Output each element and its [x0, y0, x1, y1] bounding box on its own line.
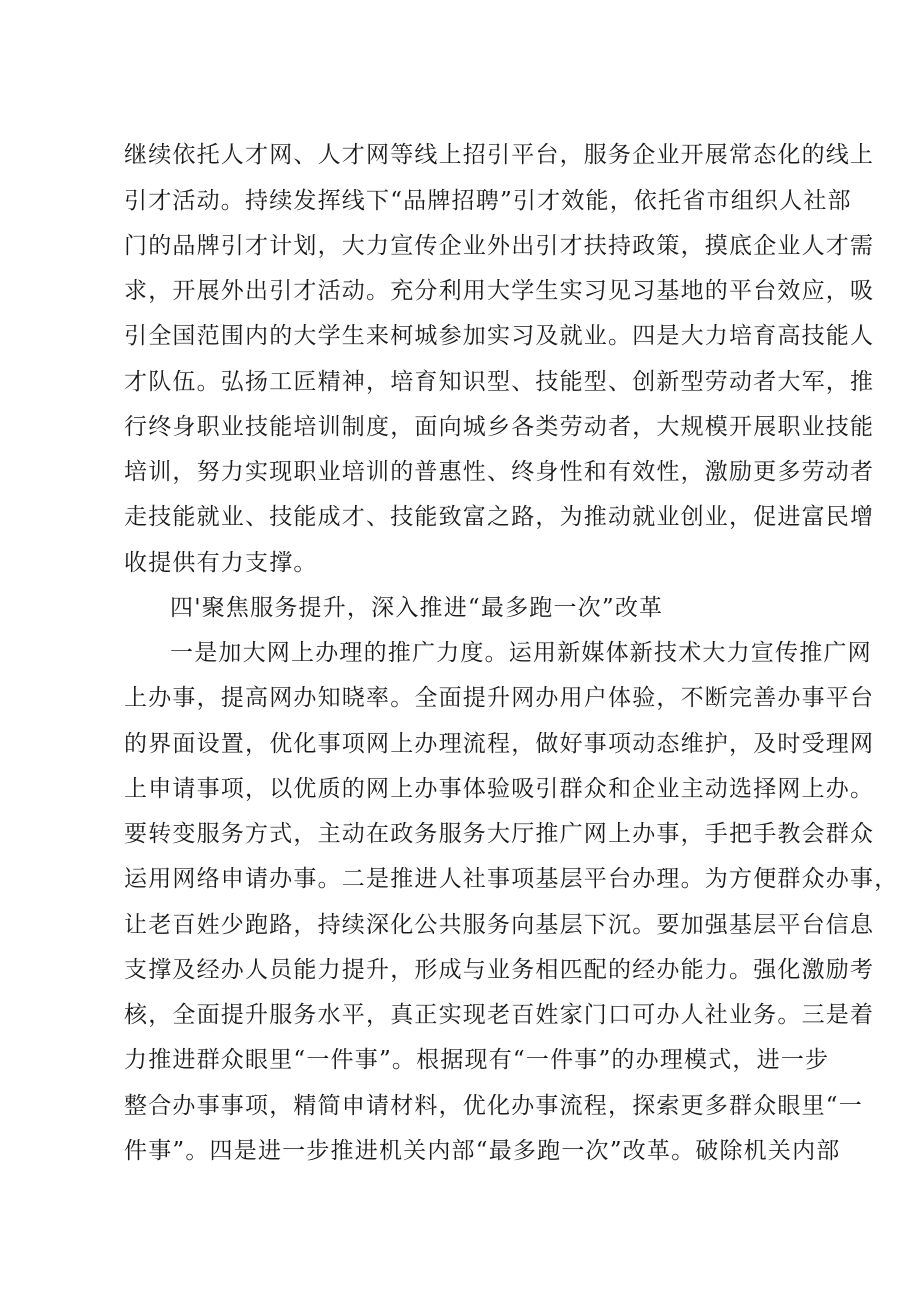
text-line: 支撑及经办人员能力提升，形成与业务相匹配的经办能力。强化激励考: [124, 957, 875, 983]
text-line: 求，开展外出引才活动。充分利用大学生实习见习基地的平台效应，吸: [124, 278, 875, 304]
text-line: 才队伍。弘扬工匠精神，培育知识型、技能型、创新型劳动者大军，推: [124, 369, 875, 395]
text-line: 培训，努力实现职业培训的普惠性、终身性和有效性，激励更多劳动者: [124, 459, 875, 485]
text-line: 核，全面提升服务水平，真正实现老百姓家门口可办人社业务。三是着: [124, 1002, 875, 1028]
text-line: 行终身职业技能培训制度，面向城乡各类劳动者，大规模开展职业技能: [124, 414, 875, 440]
text-line: 件事”。四是进一步推进机关内部“最多跑一次”改革。破除机关内部: [124, 1138, 841, 1164]
text-line: 上申请事项，以优质的网上办事体验吸引群众和企业主动选择网上办。: [124, 776, 875, 802]
text-line: 收提供有力支撑。: [124, 550, 318, 576]
text-line: 走技能就业、技能成才、技能致富之路，为推动就业创业，促进富民增: [124, 504, 875, 530]
text-line: 继续依托人才网、人才网等线上招引平台，服务企业开展常态化的线上: [124, 142, 875, 168]
text-line: 要转变服务方式，主动在政务服务大厅推广网上办事，手把手教会群众: [124, 821, 875, 847]
text-line: 运用网络申请办事。二是推进人社事项基层平台办理。为方便群众办事，: [124, 866, 899, 892]
text-line: 整合办事事项，精简申请材料，优化办事流程，探索更多群众眼里“一: [124, 1093, 863, 1119]
text-line: 让老百姓少跑路，持续深化公共服务向基层下沉。要加强基层平台信息: [124, 912, 875, 938]
text-line: 引才活动。持续发挥线下“品牌招聘”引才效能，依托省市组织人社部: [124, 188, 852, 214]
text-line: 的界面设置，优化事项网上办理流程，做好事项动态维护，及时受理网: [124, 731, 875, 757]
text-line: 引全国范围内的大学生来柯城参加实习及就业。四是大力培育高技能人: [124, 323, 875, 349]
text-line: 一是加大网上办理的推广力度。运用新媒体新技术大力宣传推广网: [170, 640, 872, 666]
section-heading: 四'聚焦服务提升，深入推进“最多跑一次”改革: [170, 595, 664, 621]
text-line: 门的品牌引才计划，大力宣传企业外出引才扶持政策，摸底企业人才需: [124, 233, 875, 259]
text-line: 力推进群众眼里“一件事”。根据现有“一件事”的办理模式，进一步: [124, 1047, 830, 1073]
text-line: 上办事，提高网办知晓率。全面提升网办用户体验，不断完善办事平台: [124, 685, 875, 711]
